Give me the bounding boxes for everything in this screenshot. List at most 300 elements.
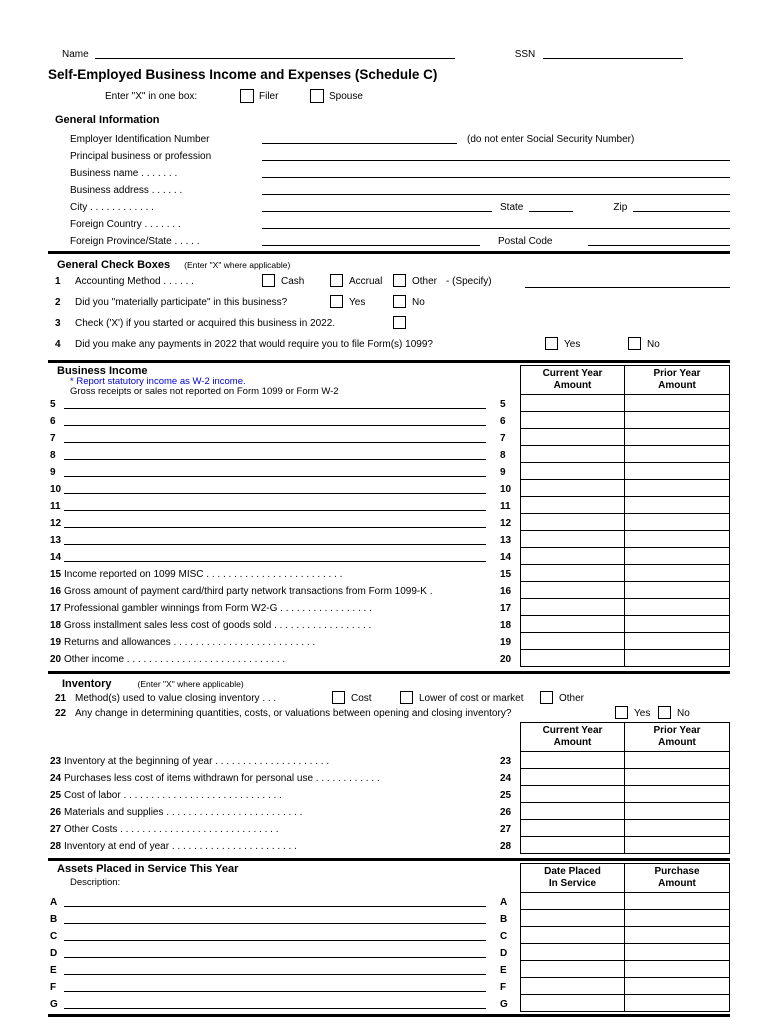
spouse-checkbox[interactable] xyxy=(310,89,324,103)
income-row-18 xyxy=(48,616,730,633)
yes-label: Yes xyxy=(634,708,651,719)
yes-label: Yes xyxy=(564,339,581,350)
line-number: 25 xyxy=(500,790,512,801)
inventory-row-label: Purchases less cost of items withdrawn for personal use . . . . . . . . . . . . xyxy=(64,773,380,784)
prior-year-amount-cell[interactable] xyxy=(625,412,730,429)
income-write-in-line[interactable] xyxy=(64,442,486,443)
ssn-label: SSN xyxy=(514,49,536,60)
prior-year-amount-cell[interactable] xyxy=(625,837,730,854)
name-ssn-row xyxy=(48,44,730,60)
income-row-6 xyxy=(48,412,730,429)
date-placed-label: Date Placed xyxy=(544,866,601,877)
income-row-17 xyxy=(48,599,730,616)
city-label: City . . . . . . . . . . . . xyxy=(70,202,154,213)
row-letter: F xyxy=(500,982,507,993)
started-business-label: Check ('X') if you started or acquired this business in 2022. xyxy=(75,318,336,329)
participate-no-checkbox[interactable] xyxy=(393,295,406,308)
income-row-8 xyxy=(48,446,730,463)
prior-year-amount-cell[interactable] xyxy=(625,565,730,582)
line-number: 26 xyxy=(50,807,62,818)
form-title: Self-Employed Business Income and Expenses (Schedule C) xyxy=(48,67,438,82)
asset-row-d xyxy=(48,944,730,961)
current-year-amount-cell[interactable] xyxy=(520,769,625,786)
foreign-province-input-line[interactable] xyxy=(262,236,480,246)
asset-description-line[interactable] xyxy=(64,957,486,958)
income-row-12 xyxy=(48,514,730,531)
asset-row-f xyxy=(48,978,730,995)
current-year-amount-cell[interactable] xyxy=(520,803,625,820)
enter-x-where-applicable-note: (Enter "X" where applicable) xyxy=(137,679,244,689)
row-letter: E xyxy=(500,965,507,976)
other-inventory-method-checkbox[interactable] xyxy=(540,691,553,704)
line-number: 25 xyxy=(50,790,62,801)
general-check-boxes-heading-row xyxy=(48,257,730,271)
income-row-5 xyxy=(48,395,730,412)
other-method-label: Other xyxy=(412,276,438,287)
asset-row-b xyxy=(48,910,730,927)
asset-description-line[interactable] xyxy=(64,974,486,975)
prior-year-amount-cell[interactable] xyxy=(625,582,730,599)
in-service-label: In Service xyxy=(548,878,597,889)
line-number: 21 xyxy=(55,693,67,704)
line-number: 27 xyxy=(50,824,62,835)
other-method-specify-line[interactable] xyxy=(525,287,730,288)
line-number: 12 xyxy=(500,518,512,529)
current-year-amount-cell[interactable] xyxy=(520,820,625,837)
principal-business-input-line[interactable] xyxy=(262,151,730,161)
prior-year-amount-cell[interactable] xyxy=(625,531,730,548)
principal-business-label: Principal business or profession xyxy=(70,151,212,162)
line-number: 24 xyxy=(50,773,62,784)
income-row-10 xyxy=(48,480,730,497)
inventory-heading-row xyxy=(48,677,730,690)
date-placed-cell[interactable] xyxy=(520,893,625,910)
current-year-label: Current Year xyxy=(542,368,603,379)
income-row-16 xyxy=(48,582,730,599)
prior-year-amount-cell[interactable] xyxy=(625,395,730,412)
started-business-checkbox[interactable] xyxy=(393,316,406,329)
purchase-amount-cell[interactable] xyxy=(625,978,730,995)
prior-year-amount-header xyxy=(625,722,730,752)
form-1099-label: Did you make any payments in 2022 that would require you to file Form(s) 1099? xyxy=(75,339,433,350)
business-address-row xyxy=(48,179,730,196)
ein-input-line[interactable] xyxy=(262,134,457,144)
cash-checkbox[interactable] xyxy=(262,274,275,287)
lower-of-cost-checkbox[interactable] xyxy=(400,691,413,704)
business-address-label: Business address . . . . . . xyxy=(70,185,183,196)
income-row-7 xyxy=(48,429,730,446)
started-business-row xyxy=(48,313,730,334)
line-number: 14 xyxy=(50,552,62,563)
current-year-amount-cell[interactable] xyxy=(520,599,625,616)
amount-column-headers xyxy=(520,365,730,395)
prior-year-amount-cell[interactable] xyxy=(625,599,730,616)
purchase-amount-cell[interactable] xyxy=(625,961,730,978)
purchase-amount-cell[interactable] xyxy=(625,927,730,944)
line-number: 11 xyxy=(500,501,511,512)
line-number: 5 xyxy=(50,399,56,410)
assets-header xyxy=(48,863,730,893)
inventory-row-label: Cost of labor . . . . . . . . . . . . . . . . . . . . . . . . . . . . . xyxy=(64,790,282,801)
materially-participate-row xyxy=(48,292,730,313)
line-number: 14 xyxy=(500,552,512,563)
current-year-amount-cell[interactable] xyxy=(520,837,625,854)
prior-year-amount-cell[interactable] xyxy=(625,786,730,803)
income-write-in-line[interactable] xyxy=(64,493,486,494)
purchase-amount-cell[interactable] xyxy=(625,910,730,927)
prior-year-amount-cell[interactable] xyxy=(625,820,730,837)
prior-year-label: Prior Year xyxy=(653,725,701,736)
date-placed-cell[interactable] xyxy=(520,927,625,944)
zip-input-line[interactable] xyxy=(633,202,730,212)
filer-checkbox[interactable] xyxy=(240,89,254,103)
amount-label: Amount xyxy=(553,380,592,391)
business-name-row xyxy=(48,162,730,179)
current-year-amount-cell[interactable] xyxy=(520,786,625,803)
form-1099-row xyxy=(48,334,730,356)
inventory-row-label: Inventory at the beginning of year . . . . . . . . . . . . . . . . . . . . . xyxy=(64,756,330,767)
line-number: 15 xyxy=(500,569,512,580)
line-number: 10 xyxy=(500,484,512,495)
line-number: 8 xyxy=(500,450,506,461)
business-name-label: Business name . . . . . . . xyxy=(70,168,178,179)
current-year-amount-cell[interactable] xyxy=(520,412,625,429)
purchase-amount-cell[interactable] xyxy=(625,944,730,961)
postal-code-input-line[interactable] xyxy=(588,236,730,246)
foreign-country-input-line[interactable] xyxy=(262,219,730,229)
city-state-zip-row xyxy=(48,196,730,213)
general-check-boxes-heading: General Check Boxes xyxy=(57,259,171,271)
current-year-amount-cell[interactable] xyxy=(520,531,625,548)
materially-participate-label: Did you "materially participate" in this business? xyxy=(75,297,288,308)
income-row-11 xyxy=(48,497,730,514)
line-number: 4 xyxy=(55,339,61,350)
line-number: 12 xyxy=(50,518,62,529)
foreign-country-label: Foreign Country . . . . . . . xyxy=(70,219,181,230)
state-label: State xyxy=(500,202,524,213)
zip-label: Zip xyxy=(613,202,628,213)
line-number: 28 xyxy=(500,841,512,852)
income-write-in-line[interactable] xyxy=(64,510,486,511)
income-row-label: Gross installment sales less cost of goods sold . . . . . . . . . . . . . . . . . . xyxy=(64,620,372,631)
date-placed-cell[interactable] xyxy=(520,961,625,978)
income-row-14 xyxy=(48,548,730,565)
date-placed-in-service-header xyxy=(520,863,625,893)
city-input-line[interactable] xyxy=(262,202,492,212)
other-method-checkbox[interactable] xyxy=(393,274,406,287)
inventory-heading: Inventory xyxy=(62,678,112,690)
income-row-19 xyxy=(48,633,730,650)
income-write-in-line[interactable] xyxy=(64,561,486,562)
amount-label: Amount xyxy=(658,737,696,748)
current-year-amount-cell[interactable] xyxy=(520,463,625,480)
asset-column-headers xyxy=(520,863,730,893)
line-number: 17 xyxy=(500,603,512,614)
foreign-province-row xyxy=(48,230,730,247)
amount-column-headers xyxy=(520,722,730,752)
statutory-income-note: * Report statutory income as W-2 income. xyxy=(70,376,246,387)
line-number: 6 xyxy=(50,416,56,427)
current-year-amount-cell[interactable] xyxy=(520,480,625,497)
prior-year-amount-cell[interactable] xyxy=(625,548,730,565)
asset-description-line[interactable] xyxy=(64,991,486,992)
inventory-row-25 xyxy=(48,786,730,803)
row-letter: F xyxy=(50,982,57,993)
cash-label: Cash xyxy=(281,276,305,287)
line-number: 27 xyxy=(500,824,512,835)
accounting-method-row xyxy=(48,271,730,292)
income-row-label: Income reported on 1099 MISC . . . . . . . . . . . . . . . . . . . . . . . . . xyxy=(64,569,343,580)
income-row-20 xyxy=(48,650,730,667)
inventory-row-26 xyxy=(48,803,730,820)
spouse-label: Spouse xyxy=(329,91,363,102)
purchase-amount-header xyxy=(625,863,730,893)
line-number: 13 xyxy=(50,535,62,546)
row-letter: A xyxy=(500,897,508,908)
asset-description-line[interactable] xyxy=(64,1008,486,1009)
inventory-change-no-checkbox[interactable] xyxy=(658,706,671,719)
line-number: 19 xyxy=(500,637,512,648)
line-number: 13 xyxy=(500,535,512,546)
current-year-label: Current Year xyxy=(542,725,603,736)
asset-row-c xyxy=(48,927,730,944)
income-write-in-line[interactable] xyxy=(64,544,486,545)
state-input-line[interactable] xyxy=(529,202,573,212)
specify-label: - (Specify) xyxy=(446,276,492,287)
current-year-amount-cell[interactable] xyxy=(520,429,625,446)
assets-heading: Assets Placed in Service This Year xyxy=(57,863,239,875)
business-address-input-line[interactable] xyxy=(262,185,730,195)
assets-header-text xyxy=(48,863,520,893)
line-number: 23 xyxy=(50,756,62,767)
row-letter: C xyxy=(50,931,58,942)
current-year-amount-cell[interactable] xyxy=(520,650,625,667)
line-number: 28 xyxy=(50,841,62,852)
ein-note: (do not enter Social Security Number) xyxy=(467,134,635,145)
gross-receipts-note: Gross receipts or sales not reported on Form 1099 or Form W-2 xyxy=(70,386,339,397)
no-label: No xyxy=(412,297,425,308)
line-number: 18 xyxy=(50,620,62,631)
line-number: 16 xyxy=(50,586,62,597)
bottom-rule xyxy=(48,1014,730,1017)
participate-yes-checkbox[interactable] xyxy=(330,295,343,308)
prior-year-amount-header xyxy=(625,365,730,395)
yes-label: Yes xyxy=(349,297,366,308)
business-income-header xyxy=(48,365,730,395)
description-label: Description: xyxy=(70,877,121,888)
income-write-in-line[interactable] xyxy=(64,527,486,528)
lower-of-cost-label: Lower of cost or market xyxy=(419,693,524,704)
no-label: No xyxy=(647,339,660,350)
line-number: 16 xyxy=(500,586,512,597)
line-number: 24 xyxy=(500,773,512,784)
current-year-amount-cell[interactable] xyxy=(520,514,625,531)
foreign-country-row xyxy=(48,213,730,230)
date-placed-cell[interactable] xyxy=(520,995,625,1012)
purchase-label: Purchase xyxy=(654,866,700,877)
line-number: 22 xyxy=(55,708,67,719)
line-number: 20 xyxy=(500,654,512,665)
row-letter: G xyxy=(50,999,58,1010)
row-letter: E xyxy=(50,965,57,976)
current-year-amount-header xyxy=(520,365,625,395)
income-write-in-line[interactable] xyxy=(64,425,486,426)
business-income-heading: Business Income xyxy=(57,365,148,377)
inventory-change-label: Any change in determining quantities, costs, or valuations between opening and closing inventory? xyxy=(75,708,512,719)
current-year-amount-cell[interactable] xyxy=(520,446,625,463)
prior-year-amount-cell[interactable] xyxy=(625,650,730,667)
line-number: 7 xyxy=(500,433,506,444)
line-number: 3 xyxy=(55,318,61,329)
row-letter: B xyxy=(500,914,508,925)
ein-label: Employer Identification Number xyxy=(70,134,210,145)
amount-label: Amount xyxy=(658,380,696,391)
prior-year-amount-cell[interactable] xyxy=(625,514,730,531)
inventory-row-27 xyxy=(48,820,730,837)
income-row-label: Professional gambler winnings from Form W2-G . . . . . . . . . . . . . . . . . xyxy=(64,603,372,614)
section-divider xyxy=(48,858,730,861)
inventory-method-label: Method(s) used to value closing inventory . . . xyxy=(75,693,277,704)
current-year-amount-cell[interactable] xyxy=(520,497,625,514)
principal-business-row xyxy=(48,145,730,162)
line-number: 8 xyxy=(50,450,56,461)
current-year-amount-cell[interactable] xyxy=(520,395,625,412)
cost-checkbox[interactable] xyxy=(332,691,345,704)
section-divider xyxy=(48,360,730,363)
income-row-9 xyxy=(48,463,730,480)
inventory-row-label: Inventory at end of year . . . . . . . . . . . . . . . . . . . . . . . xyxy=(64,841,297,852)
name-input-line[interactable] xyxy=(95,49,455,59)
business-name-input-line[interactable] xyxy=(262,168,730,178)
row-letter: D xyxy=(50,948,58,959)
enter-x-where-applicable-note: (Enter "X" where applicable) xyxy=(184,260,291,270)
line-number: 11 xyxy=(50,501,61,512)
date-placed-cell[interactable] xyxy=(520,978,625,995)
current-year-amount-cell[interactable] xyxy=(520,565,625,582)
line-number: 9 xyxy=(50,467,56,478)
purchase-amount-cell[interactable] xyxy=(625,893,730,910)
current-year-amount-cell[interactable] xyxy=(520,752,625,769)
line-number: 9 xyxy=(500,467,506,478)
section-divider xyxy=(48,671,730,674)
line-number: 2 xyxy=(55,297,61,308)
line-number: 5 xyxy=(500,399,506,410)
prior-year-amount-cell[interactable] xyxy=(625,769,730,786)
prior-year-amount-cell[interactable] xyxy=(625,429,730,446)
prior-year-amount-cell[interactable] xyxy=(625,633,730,650)
line-number: 7 xyxy=(50,433,56,444)
form-1099-yes-checkbox[interactable] xyxy=(545,337,558,350)
income-write-in-line[interactable] xyxy=(64,476,486,477)
asset-row-a xyxy=(48,893,730,910)
prior-year-label: Prior Year xyxy=(653,368,701,379)
section-divider xyxy=(48,251,730,254)
filer-spouse-row xyxy=(48,87,730,107)
purchase-amount-cell[interactable] xyxy=(625,995,730,1012)
line-number: 6 xyxy=(500,416,506,427)
current-year-amount-cell[interactable] xyxy=(520,548,625,565)
prior-year-amount-cell[interactable] xyxy=(625,446,730,463)
inventory-change-row xyxy=(48,706,730,721)
date-placed-cell[interactable] xyxy=(520,944,625,961)
prior-year-amount-cell[interactable] xyxy=(625,497,730,514)
prior-year-amount-cell[interactable] xyxy=(625,480,730,497)
enter-x-prompt: Enter "X" in one box: xyxy=(105,91,198,102)
income-row-label: Gross amount of payment card/third party network transactions from Form 1099-K . xyxy=(64,586,433,597)
line-number: 10 xyxy=(50,484,62,495)
row-letter: D xyxy=(500,948,508,959)
income-row-label: Other income . . . . . . . . . . . . . . . . . . . . . . . . . . . . . xyxy=(64,654,286,665)
current-year-amount-header xyxy=(520,722,625,752)
asset-row-e xyxy=(48,961,730,978)
amount-label: Amount xyxy=(658,878,696,889)
line-number: 19 xyxy=(50,637,62,648)
income-row-label: Returns and allowances . . . . . . . . . . . . . . . . . . . . . . . . . . xyxy=(64,637,316,648)
asset-description-line[interactable] xyxy=(64,923,486,924)
business-income-header-text xyxy=(48,365,520,395)
general-information-heading: General Information xyxy=(55,114,160,126)
other-inventory-method-label: Other xyxy=(559,693,585,704)
no-label: No xyxy=(677,708,690,719)
accrual-label: Accrual xyxy=(349,276,383,287)
current-year-amount-cell[interactable] xyxy=(520,633,625,650)
form-1099-no-checkbox[interactable] xyxy=(628,337,641,350)
line-number: 20 xyxy=(50,654,62,665)
accounting-method-label: Accounting Method . . . . . . xyxy=(75,276,194,287)
line-number: 17 xyxy=(50,603,62,614)
income-write-in-line[interactable] xyxy=(64,408,486,409)
inventory-row-23 xyxy=(48,752,730,769)
inventory-change-yes-checkbox[interactable] xyxy=(615,706,628,719)
prior-year-amount-cell[interactable] xyxy=(625,803,730,820)
asset-description-line[interactable] xyxy=(64,940,486,941)
line-number: 1 xyxy=(55,276,61,287)
line-number: 18 xyxy=(500,620,512,631)
name-label: Name xyxy=(62,49,89,60)
income-row-13 xyxy=(48,531,730,548)
cost-label: Cost xyxy=(351,693,372,704)
row-letter: C xyxy=(500,931,508,942)
inventory-row-label: Other Costs . . . . . . . . . . . . . . . . . . . . . . . . . . . . . xyxy=(64,824,279,835)
prior-year-amount-cell[interactable] xyxy=(625,616,730,633)
prior-year-amount-cell[interactable] xyxy=(625,463,730,480)
prior-year-amount-cell[interactable] xyxy=(625,752,730,769)
asset-description-line[interactable] xyxy=(64,906,486,907)
income-row-15 xyxy=(48,565,730,582)
inventory-row-label: Materials and supplies . . . . . . . . . . . . . . . . . . . . . . . . . xyxy=(64,807,303,818)
filer-label: Filer xyxy=(259,91,279,102)
amount-label: Amount xyxy=(553,737,592,748)
row-letter: G xyxy=(500,999,508,1010)
income-write-in-line[interactable] xyxy=(64,459,486,460)
asset-row-g xyxy=(48,995,730,1012)
line-number: 26 xyxy=(500,807,512,818)
ssn-input-line[interactable] xyxy=(543,49,683,59)
inventory-row-24 xyxy=(48,769,730,786)
line-number: 23 xyxy=(500,756,512,767)
line-number: 15 xyxy=(50,569,62,580)
ein-row xyxy=(48,128,730,145)
inventory-row-28 xyxy=(48,837,730,854)
row-letter: B xyxy=(50,914,58,925)
current-year-amount-cell[interactable] xyxy=(520,616,625,633)
accrual-checkbox[interactable] xyxy=(330,274,343,287)
date-placed-cell[interactable] xyxy=(520,910,625,927)
inventory-method-row xyxy=(48,690,730,706)
foreign-province-label: Foreign Province/State . . . . . xyxy=(70,236,200,247)
postal-code-label: Postal Code xyxy=(498,236,553,247)
current-year-amount-cell[interactable] xyxy=(520,582,625,599)
